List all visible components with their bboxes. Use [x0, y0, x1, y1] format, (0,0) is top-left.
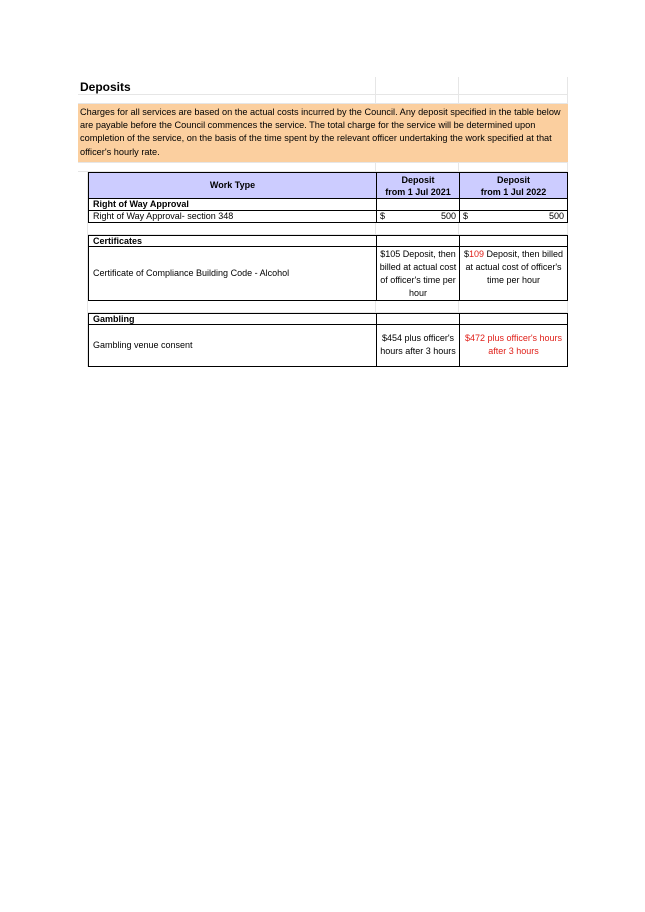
header-deposit-2021: Deposit from 1 Jul 2021 — [376, 172, 459, 199]
table-row — [78, 325, 568, 367]
header-deposit-2022: Deposit from 1 Jul 2022 — [459, 172, 568, 199]
section-row-right-of-way — [78, 199, 568, 211]
deposit-2021-cell: $ 500 — [376, 211, 459, 223]
deposit-notice: Charges for all services are based on the actual costs incurred by the Council. Any deposit specified in the table below are payable before the Council commences the service. The total charge for the service will be determined upon completion of the service, on the basis of the time spent by the relevant officer undertaking the work specified at that officer's hourly rate. — [78, 104, 568, 163]
section-title: Right of Way Approval — [88, 199, 376, 211]
spreadsheet-page — [78, 77, 568, 367]
section-row-certificates — [78, 235, 568, 247]
title-row — [78, 77, 568, 95]
changed-amount: 109 — [468, 248, 484, 259]
table-row — [78, 247, 568, 301]
deposit-2021-cell: $105 Deposit, then billed at actual cost of officer's time per hour — [376, 247, 459, 301]
table-row — [78, 211, 568, 223]
work-type-cell: Gambling venue consent — [88, 325, 376, 367]
work-type-cell: Certificate of Compliance Building Code - Alcohol — [88, 247, 376, 301]
table-header-row — [78, 172, 568, 199]
section-row-gambling — [78, 313, 568, 325]
page-title: Deposits — [78, 77, 376, 95]
deposit-2022-cell: $472 plus officer's hours after 3 hours — [459, 325, 568, 367]
work-type-cell: Right of Way Approval- section 348 — [88, 211, 376, 223]
header-work-type: Work Type — [88, 172, 376, 199]
deposit-2022-cell: $ 500 — [459, 211, 568, 223]
section-title: Certificates — [88, 235, 376, 247]
deposit-2022-cell: $109 Deposit, then billed at actual cost of officer's time per hour — [459, 247, 568, 301]
section-title: Gambling — [88, 313, 376, 325]
deposit-2021-cell: $454 plus officer's hours after 3 hours — [376, 325, 459, 367]
